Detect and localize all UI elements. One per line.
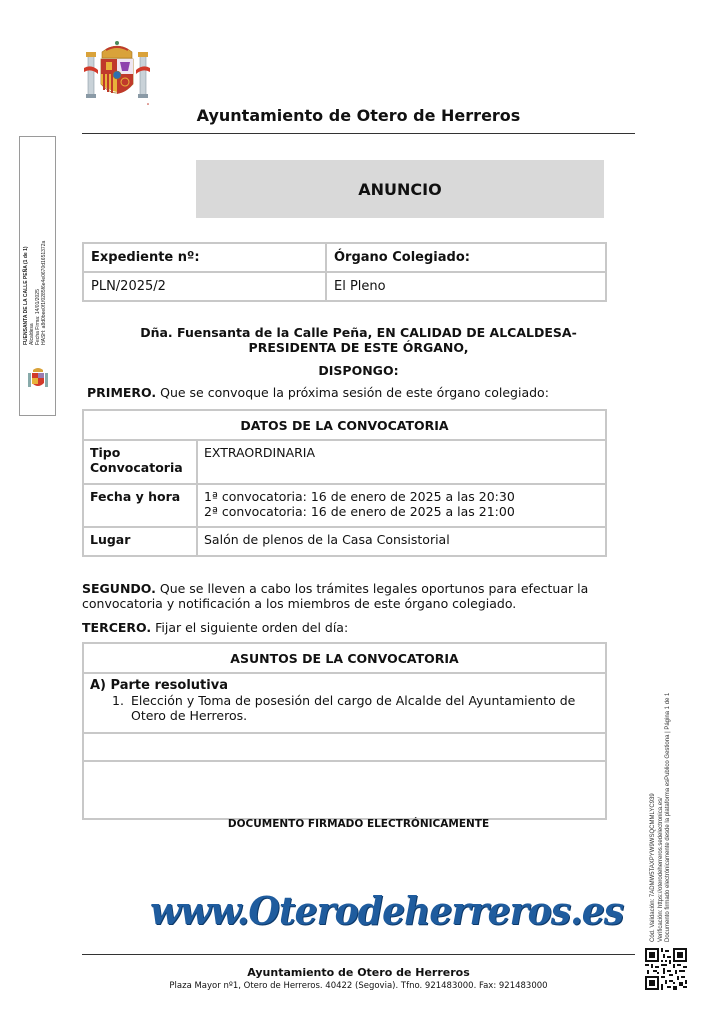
lugar-value: Salón de plenos de la Casa Consistorial <box>197 527 606 556</box>
footer-org-name: Ayuntamiento de Otero de Herreros <box>247 966 470 979</box>
signed-notice: DOCUMENTO FIRMADO ELECTRÓNICAMENTE <box>227 818 490 830</box>
segundo-text: Que se lleven a cabo los trámites legales oportunos para efectuar la convocatoria y notificación a los miembros de este órgano colegiado. <box>82 581 589 611</box>
document-type-title: ANUNCIO <box>358 179 442 199</box>
signature-stamp-text <box>23 215 47 345</box>
item-text: Elección y Toma de posesión del cargo de Alcalde del Ayuntamiento de Otero de Herreros. <box>131 693 576 723</box>
table-row <box>83 733 606 761</box>
segundo-paragraph <box>82 581 642 611</box>
convocatoria-data-header: DATOS DE LA CONVOCATORIA <box>83 410 606 440</box>
footer-divider <box>82 954 635 955</box>
qr-code-icon <box>645 948 687 990</box>
document-type-banner <box>196 160 604 218</box>
primero-text: Que se convoque la próxima sesión de este órgano colegiado: <box>156 385 549 400</box>
primero-paragraph <box>87 385 647 400</box>
fecha-segunda: 2ª convocatoria: 16 de enero de 2025 a las 21:00 <box>204 504 515 519</box>
asuntos-header: ASUNTOS DE LA CONVOCATORIA <box>83 643 606 673</box>
asuntos-table <box>82 642 607 820</box>
dispongo-heading: DISPONGO: <box>318 363 399 378</box>
tipo-value: EXTRAORDINARIA <box>197 440 606 484</box>
website-banner[interactable]: www.Oterodeherreros.es <box>150 888 624 933</box>
issuer-statement: Dña. Fuensanta de la Calle Peña, EN CALIDAD DE ALCALDESA-PRESIDENTA DE ESTE ÓRGANO, <box>140 325 577 355</box>
list-item <box>90 693 599 723</box>
table-row <box>83 527 606 556</box>
asuntos-section-title: A) Parte resolutiva <box>90 678 228 693</box>
stamp-role: Alcaldesa <box>29 323 35 345</box>
expediente-label: Expediente nº: <box>83 243 326 272</box>
empty-cell <box>83 733 606 761</box>
table-row <box>83 673 606 733</box>
expediente-value: PLN/2025/2 <box>83 272 326 301</box>
signature-stamp <box>19 136 56 416</box>
coat-of-arms-icon <box>26 365 50 391</box>
header-divider <box>82 133 635 134</box>
empty-cell <box>83 761 606 819</box>
coat-of-arms-logo <box>82 38 152 106</box>
table-row <box>83 484 606 527</box>
tercero-text: Fijar el siguiente orden del día: <box>151 620 349 635</box>
page-header-title: Ayuntamiento de Otero de Herreros <box>196 106 521 125</box>
tipo-label: Tipo Convocatoria <box>83 440 197 484</box>
stamp-date: Fecha Firma: 14/01/2025 <box>35 289 41 345</box>
stamp-signer: FUENSANTA DE LA CALLE PEÑA (1 de 1) <box>23 246 29 345</box>
segundo-label: SEGUNDO. <box>82 581 156 596</box>
primero-label: PRIMERO. <box>87 385 157 400</box>
table-row <box>83 761 606 819</box>
validation-platform: Documento firmado electrónicamente desde la plataforma esPublico Gestiona | Página 1 de 1 <box>665 692 671 942</box>
convocatoria-data-table <box>82 409 607 557</box>
fecha-primera: 1ª convocatoria: 16 de enero de 2025 a las 20:30 <box>204 489 515 504</box>
item-number: 1. <box>112 693 124 708</box>
validation-code: Cód. Validación: 7ADMW5TAXPYW9WSQCMMLYC939 <box>650 793 656 942</box>
asuntos-content <box>83 673 606 733</box>
organo-label: Órgano Colegiado: <box>326 243 606 272</box>
validation-url[interactable]: Verificación: https://oterodeherreros.sedelectronica.es/ <box>657 797 664 942</box>
table-row <box>83 440 606 484</box>
fecha-label: Fecha y hora <box>83 484 197 527</box>
expediente-table <box>82 242 607 302</box>
organo-value: El Pleno <box>326 272 606 301</box>
fecha-value <box>197 484 606 527</box>
footer-address: Plaza Mayor nº1, Otero de Herreros. 40422 (Segovia). Tfno. 921483000. Fax: 921483000 <box>169 981 548 991</box>
stamp-hash: HASH: a8d0bee0f1f0285f6e4e0670d1651372a <box>41 240 47 345</box>
tercero-paragraph <box>82 620 642 635</box>
tercero-label: TERCERO. <box>82 620 152 635</box>
lugar-label: Lugar <box>83 527 197 556</box>
validation-text <box>650 642 673 942</box>
